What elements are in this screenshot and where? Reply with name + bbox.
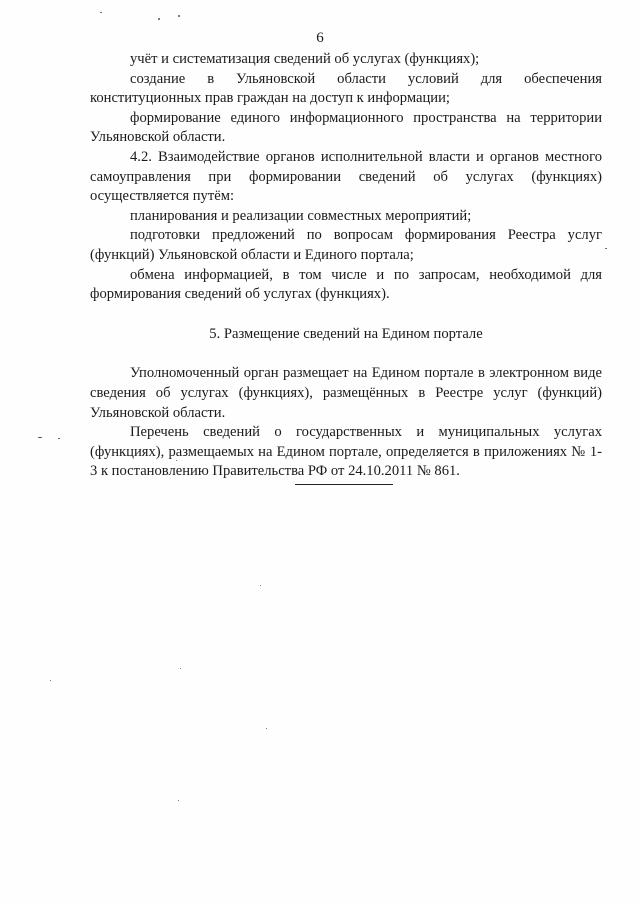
spacer bbox=[90, 305, 602, 325]
paragraph: учёт и систематизация сведений об услугах (функциях); bbox=[130, 51, 480, 67]
page-number: 6 bbox=[316, 30, 324, 46]
paragraph: 4.2. Взаимодействие органов исполнительной власти и органов местного самоуправления при формировании сведений об услугах (функциях) осуществляется путём: bbox=[90, 148, 602, 205]
scan-speck bbox=[260, 585, 261, 586]
paragraph: планирования и реализации совместных мероприятий; bbox=[130, 207, 472, 224]
paragraph: создание в Ульяновской области условий для обеспечения конституционных прав граждан на доступ к информации; bbox=[90, 70, 602, 107]
scan-speck bbox=[158, 18, 160, 20]
document-body bbox=[90, 50, 602, 482]
scan-speck bbox=[178, 15, 180, 17]
paragraph: обмена информацией, в том числе и по запросам, необходимой для формирования сведений об услугах (функциях). bbox=[90, 266, 602, 303]
section-heading: 5. Размещение сведений на Едином портале bbox=[209, 325, 483, 342]
scan-speck bbox=[176, 460, 177, 461]
scan-speck bbox=[58, 438, 60, 439]
spacer bbox=[90, 344, 602, 364]
scan-speck bbox=[100, 12, 102, 13]
scan-speck bbox=[38, 437, 42, 438]
scan-speck bbox=[50, 680, 51, 681]
scan-speck bbox=[178, 800, 179, 801]
paragraph: Перечень сведений о государственных и муниципальных услугах (функциях), размещаемых на Едином портале, определяется в приложениях № 1-3 к постановлению Правительства РФ от 24.10.2011 № 861. bbox=[90, 424, 602, 480]
paragraph: формирование единого информационного пространства на территории Ульяновской области. bbox=[90, 109, 602, 146]
paragraph: подготовки предложений по вопросам формирования Реестра услуг (функций) Ульяновской области и Единого портала; bbox=[90, 227, 602, 263]
scan-speck bbox=[180, 668, 181, 669]
paragraph: Уполномоченный орган размещает на Едином портале в электронном виде сведения об услугах (функциях), размещённых в Реестре услуг (функций) Ульяновской области. bbox=[90, 365, 602, 421]
scan-speck bbox=[605, 248, 607, 249]
end-separator-line bbox=[295, 484, 393, 485]
scan-speck bbox=[266, 728, 267, 729]
